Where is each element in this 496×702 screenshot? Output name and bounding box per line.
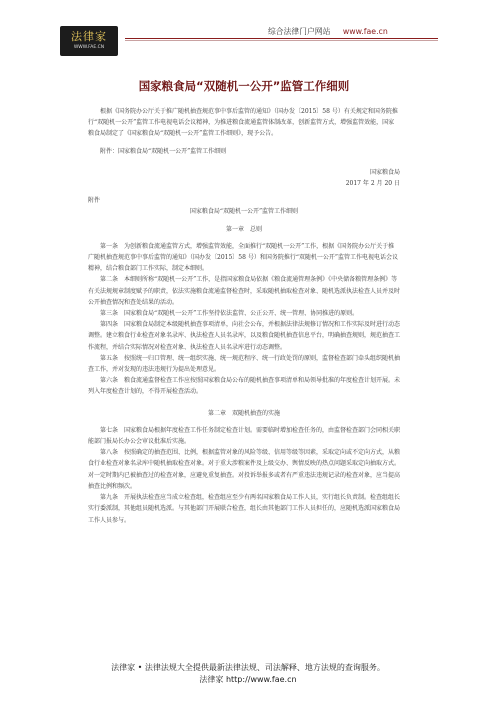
article-paragraph: 第二条 本细则所称“双随机一公开”工作，是指国家粮食局依据《粮食流通管理条例》《中央储备粮管理条例》等有关法规规章制度赋予的职责，依法实施粮食流通监督检查时，采取随机抽取检查对象、随机选派执法检查人员并及时公开抽查情况和查处结果的活动。 [88,276,401,306]
chapter-heading: 第二章 双随机抽查的实施 [207,409,280,417]
article-paragraph: 第八条 按照确定的抽查范围、比例，根据监管对象的风险等级、信用等级等因素，采取定向或不定向方式，从粮食行业检查对象名录库中随机抽取检查对象。对于重大涉粮案件及上级交办、舆情反映的热点问题采取定向抽取方式。对一定时期内已被抽查过的检查对象，应避免重复抽查。对投诉举报多或者有严重违法违规记录的检查对象，应当提高抽查比例和频次。 [88,449,401,490]
footer-url-link[interactable]: 法律家 http://www.fae.cn [199,675,297,684]
issue-date: 2017 年 2 月 20 日 [345,180,400,188]
logo-text: 法律家 [71,30,107,43]
header-divider [125,38,438,39]
attachment-line: 附件：国家粮食局“双随机一公开”监管工作细则 [100,147,227,155]
intro-paragraph: 根据《国务院办公厅关于推广随机抽查规范事中事后监管的通知》（国办发〔2015〕58 号）有关规定和国务院推行“双随机一公开”监管工作电视电话会议精神，为推进粮食流通监管体制改革，创新监管方式，增强监管效能，国家粮食局制定了《国家粮食局“双随机一公开”监管工作细则》，现予公告。 [88,108,398,138]
header-site-info [268,26,388,37]
footer-tagline: 法律家 • 法律法规大全提供最新法律法规、司法解释、地方法规的查询服务。 [111,663,385,672]
article-paragraph: 第四条 国家粮食局制定本级随机抽查事项清单，向社会公布，并根据法律法规修订情况和工作实际及时进行动态调整。建立粮食行业检查对象名录库、执法检查人员名录库，以及粮食随机抽查信息平台，明确抽查规则，规范抽查工作流程，并结合实际情况对检查对象、执法检查人员名录库进行动态调整。 [88,321,401,351]
article-paragraph: 第九条 开展执法检查应当成立检查组，检查组应至少有两名国家粮食局工作人员，实行组长负责制。检查组组长实行委派制，其他组员随机选派。与其他部门开展联合检查，组长由其他部门工作人员担任的，应随机选派国家粮食局工作人员参与。 [88,494,401,524]
page-header [0,0,496,58]
document-body [88,72,400,526]
article-paragraph: 第七条 国家粮食局根据年度检查工作任务制定检查计划。需要临时增加检查任务的，由监督检查部门会同相关职能部门报局长办公会审议批准后实施。 [88,426,401,446]
signature: 国家粮食局 [369,168,400,176]
page-footer [0,662,496,686]
article-paragraph: 第六条 粮食流通监督检查工作应按照国家粮食局公布的随机抽查事项清单和局领导批准的年度检查计划开展。未列入年度检查计划的，不得开展检查活动。 [88,377,401,396]
article-paragraph: 第一条 为创新粮食流通监管方式，增强监管效能，全面推行“双随机一公开”工作，根据《国务院办公厅关于推广随机抽查规范事中事后监管的通知》（国办发〔2015〕58 号）和国务院推行“双随机一公开”监管工作电视电话会议精神，结合粮食部门工作实际，制定本细则。 [88,242,398,273]
chapter-heading: 第一章 总则 [225,225,262,233]
site-logo[interactable] [60,26,118,56]
document-title: 国家粮食局“双随机一公开”监管工作细则 [138,79,350,93]
article-paragraph: 第五条 按照统一归口管理、统一组织实施、统一规范程序、统一行政处罚的原则，监督检查部门牵头组织随机抽查工作，并对发现的违法违规行为提出处理意见。 [88,354,401,374]
site-url-link[interactable]: www.fae.cn [342,27,388,36]
header-divider-thin [125,40,438,41]
annex-label: 附件 [88,197,101,205]
article-paragraph: 第三条 国家粮食局“双随机一公开”工作坚持依法监管、公正公开、统一管理、协同推进的原则。 [100,310,359,318]
site-name: 综合法律门户网站 [268,27,331,36]
annex-title: 国家粮食局“双随机一公开”监管工作细则 [189,208,299,216]
logo-subtext: WWW.FAE.CN [73,45,105,50]
